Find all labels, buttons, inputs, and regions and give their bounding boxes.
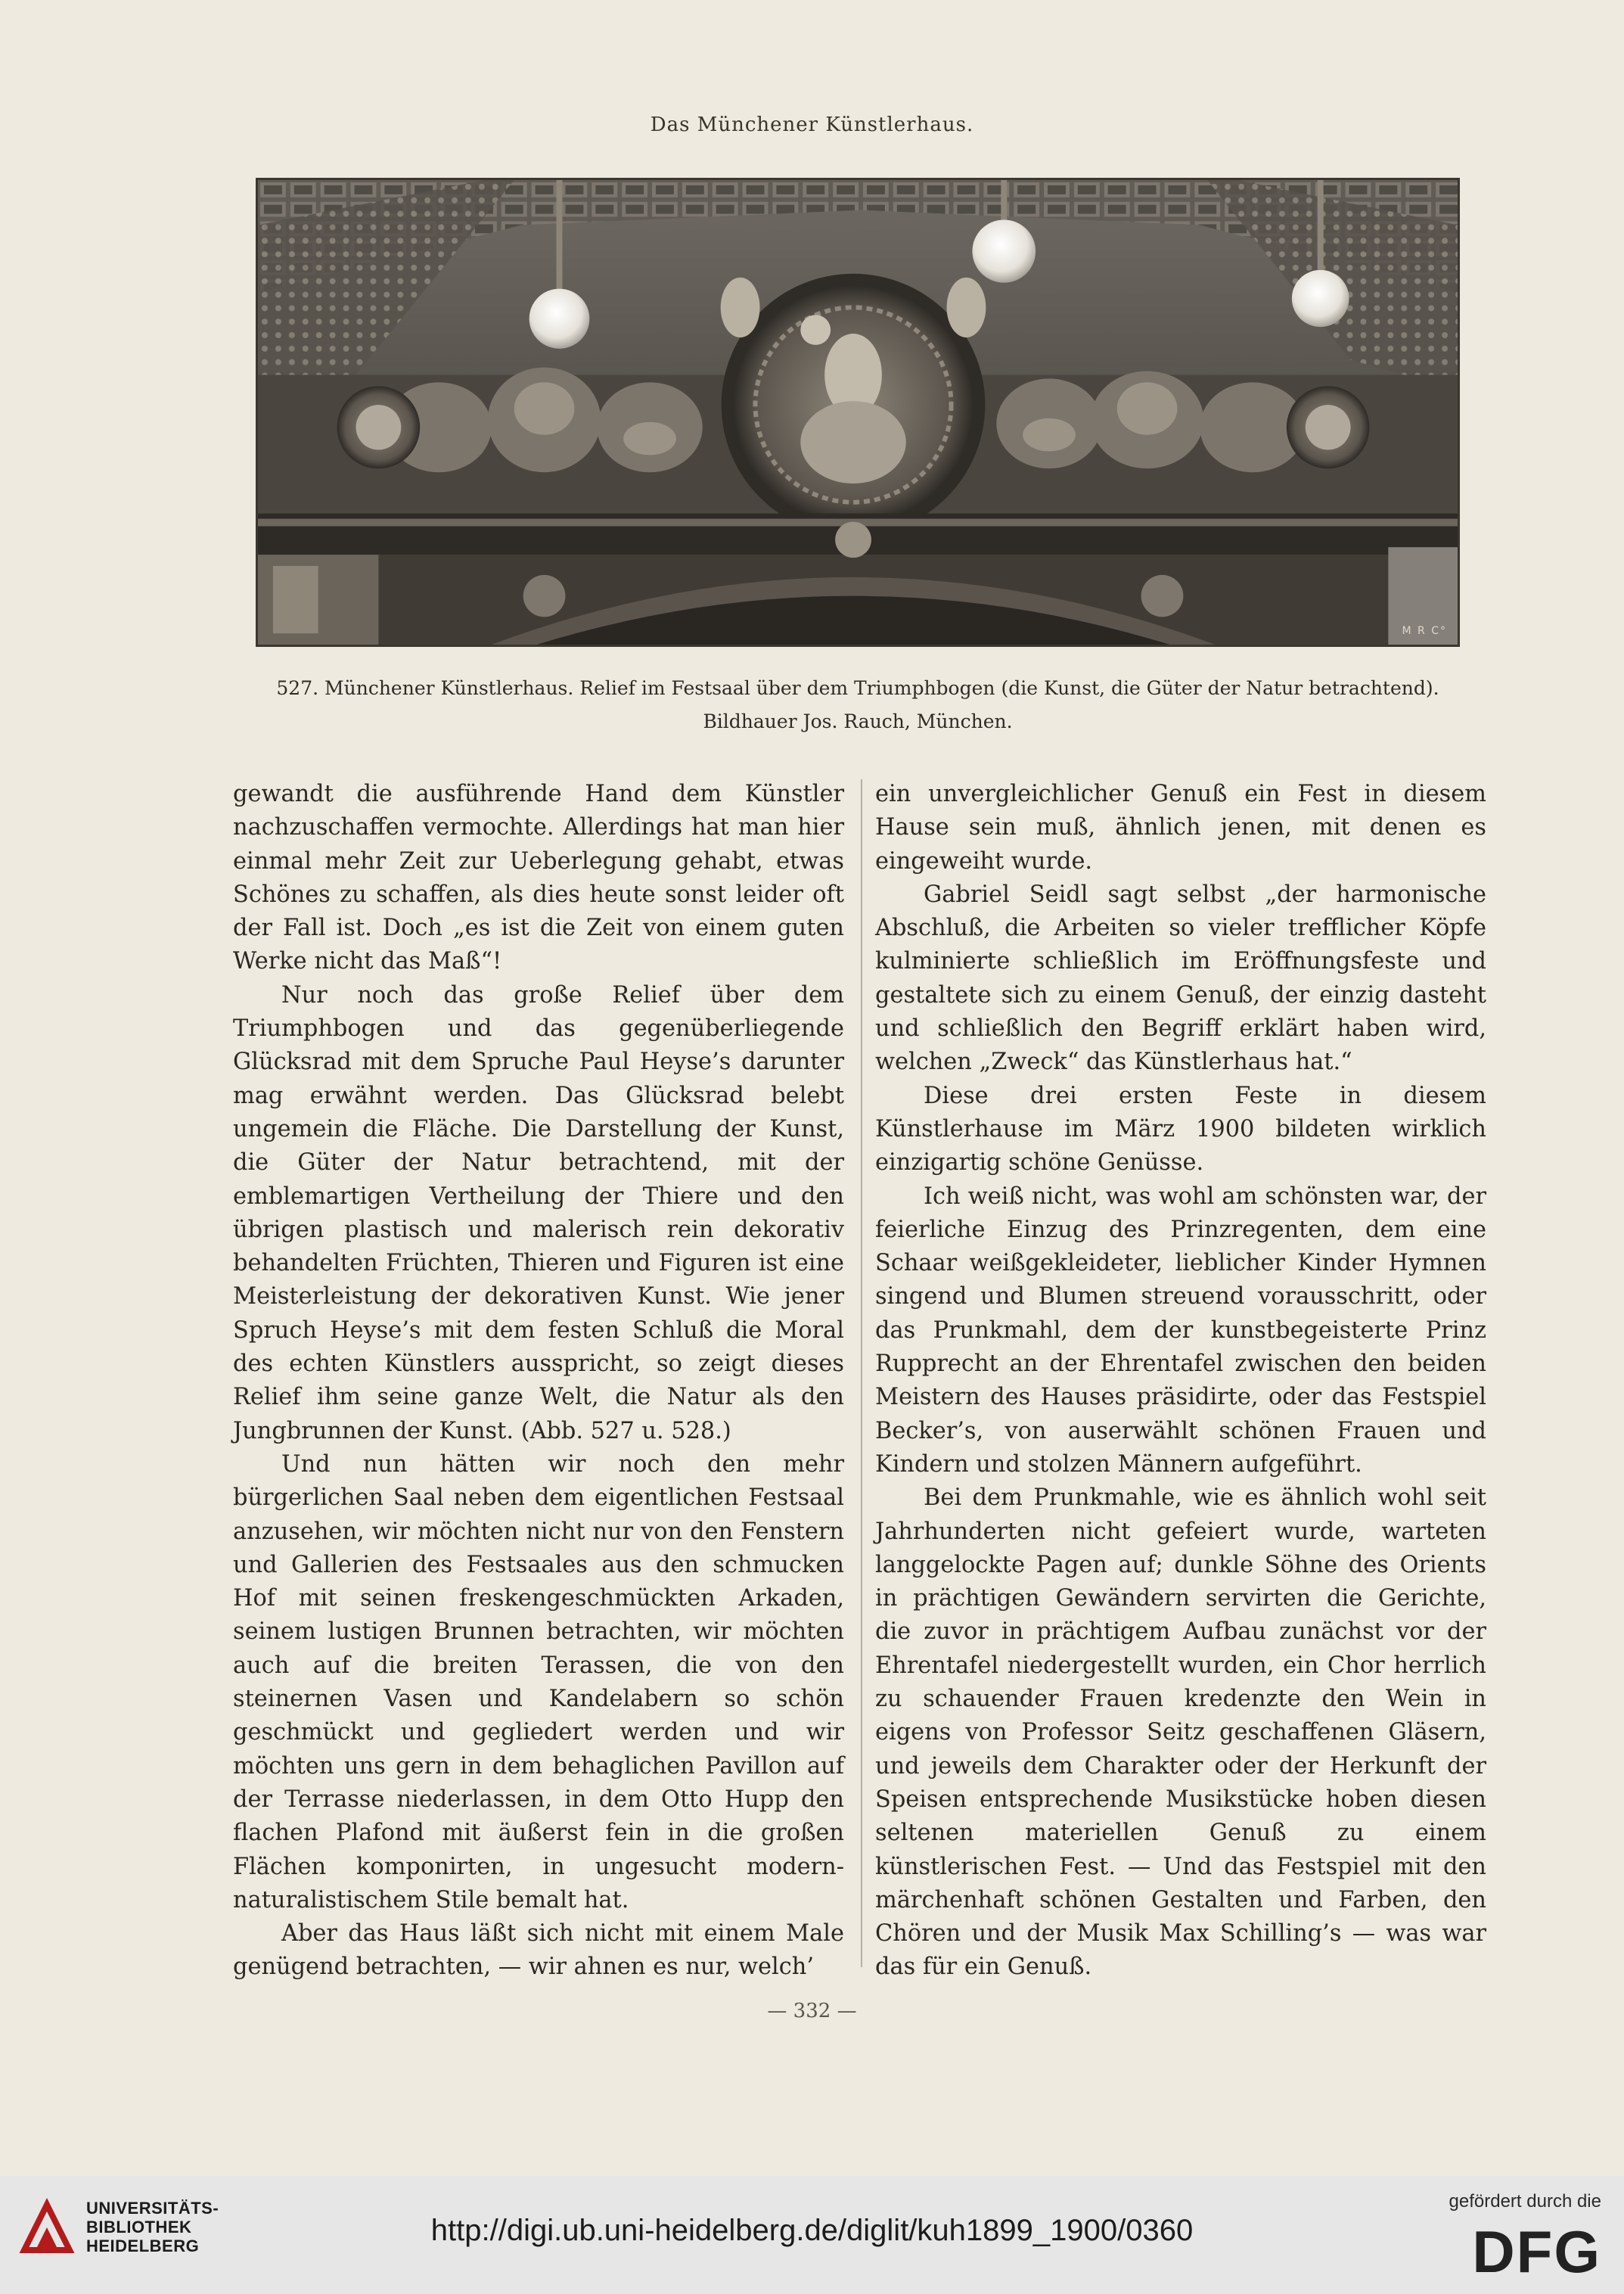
funding-note: gefördert durch die bbox=[1449, 2191, 1601, 2212]
running-head: Das Münchener Künstlerhaus. bbox=[650, 113, 974, 136]
permalink-url[interactable]: http://digi.ub.uni-heidelberg.de/diglit/kuh1899_1900/0360 bbox=[430, 2214, 1194, 2247]
figure-caption bbox=[256, 672, 1460, 738]
caption-line-1: 527. Münchener Künstlerhaus. Relief im Festsaal über dem Triumphbogen (die Kunst, die Güter der Natur betrachtend). bbox=[276, 677, 1439, 699]
left-text-column bbox=[233, 778, 844, 1985]
paragraph: Diese drei ersten Feste in diesem Künstlerhause im März 1900 bildeten wirklich einzigartig schöne Genüsse. bbox=[875, 1082, 1486, 1177]
page-number: — 332 — bbox=[767, 2000, 857, 2022]
paragraph: Gabriel Seidl sagt selbst „der harmonische Abschluß, die Arbeiten so vieler trefflicher Köpfe kulminierte schließlich im Eröffnungsfeste und gestaltete sich zu einem Genuß, der einzig dasteht und schließlich den Begriff erklärt haben wird, welchen „Zweck“ das Künstlerhaus hat.“ bbox=[875, 881, 1486, 1076]
relief-photograph bbox=[256, 178, 1460, 647]
paragraph: gewandt die ausführende Hand dem Künstler nachzuschaffen vermochte. Allerdings hat man hier einmal mehr Zeit zur Ueberlegung gehabt, etwas Schönes zu schaffen, als dies heute sonst leider oft der Fall ist. Doch „es ist die Zeit von einem guten Werke nicht das Maß“! bbox=[233, 781, 844, 975]
library-name: UNIVERSITÄTS- BIBLIOTHEK HEIDELBERG bbox=[86, 2199, 219, 2255]
digitization-footer bbox=[0, 2176, 1624, 2294]
paragraph: ein unvergleichlicher Genuß ein Fest in diesem Hause sein muß, ähnlich jenen, mit denen es eingeweiht wurde. bbox=[875, 781, 1486, 875]
paragraph: Bei dem Prunkmahle, wie es ähnlich wohl seit Jahrhunderten nicht gefeiert wurde, warteten langgelockte Pagen auf; dunkle Söhne des Orients in prächtigen Gewändern servirten die Gerichte, die zuvor in prächtigem Aufbau zunächst vor der Ehrentafel niedergestellt wurden, ein Chor herrlich zu schauender Frauen kredenzte den Wein in eigens von Professor Seitz geschaffenen Gläsern, und jeweils dem Charakter oder der Herkunft der Speisen entsprechende Musikstücke hoben diesen seltenen materiellen Genuß zu einem künstlerischen Fest. — Und das Festspiel mit den märchenhaft schönen Gestalten und Farben, den Chören und der Musik Max Schilling’s — was war das für ein Genuß. bbox=[875, 1484, 1486, 1981]
paragraph: Aber das Haus läßt sich nicht mit einem Male genügend betrachten, — wir ahnen es nur, welch’ bbox=[233, 1920, 844, 1981]
column-divider bbox=[861, 779, 862, 1967]
plate-mark: M R C° bbox=[1402, 625, 1447, 637]
right-text-column bbox=[875, 778, 1486, 1985]
caption-line-2: Bildhauer Jos. Rauch, München. bbox=[703, 710, 1013, 732]
photograph-relief-icon bbox=[258, 180, 1458, 645]
dfg-logo: DFG bbox=[1472, 2218, 1601, 2285]
paragraph: Nur noch das große Relief über dem Triumphbogen und das gegenüberliegende Glücksrad mit dem Spruche Paul Heyse’s darunter mag erwähnt werden. Das Glücksrad belebt ungemein die Fläche. Die Darstellung der Kunst, die Güter der Natur betrachtend, mit der emblemartigen Vertheilung der Thiere und den übrigen plastisch und malerisch rein dekorativ behandelten Früchten, Thieren und Figuren ist eine Meisterleistung der dekorativen Kunst. Wie jener Spruch Heyse’s mit dem festen Schluß die Moral des echten Künstlers ausspricht, so zeigt dieses Relief ihm seine ganze Welt, die Natur als den Jungbrunnen der Kunst. (Abb. 527 u. 528.) bbox=[233, 981, 844, 1444]
paragraph: Ich weiß nicht, was wohl am schönsten war, der feierliche Einzug des Prinzregenten, dem eine Schaar weißgekleideter, lieblicher Kinder Hymnen singend und Blumen streuend vorausschritt, oder das Prunkmahl, dem der kunstbegeisterte Prinz Rupprecht an der Ehrentafel zwischen den beiden Meistern des Hauses präsidirte, oder das Festspiel Becker’s, von auserwählt schönen Frauen und Kindern und stolzen Männern aufgeführt. bbox=[875, 1183, 1486, 1478]
paragraph: Und nun hätten wir noch den mehr bürgerlichen Saal neben dem eigentlichen Festsaal anzusehen, wir möchten nicht nur von den Fenstern und Gallerien des Festsaales aus den schmucken Hof mit seinen freskengeschmückten Arkaden, seinem lustigen Brunnen betrachten, wir möchten auch auf die breiten Terassen, die von den steinernen Vasen und Kandelabern so schön geschmückt und gegliedert werden und wir möchten uns gern in dem behaglichen Pavillon auf der Terrasse niederlassen, in dem Otto Hupp den flachen Plafond mit äußerst fein in die großen Flächen komponirten, in ungesucht modern-naturalistischem Stile bemalt hat. bbox=[233, 1450, 844, 1913]
